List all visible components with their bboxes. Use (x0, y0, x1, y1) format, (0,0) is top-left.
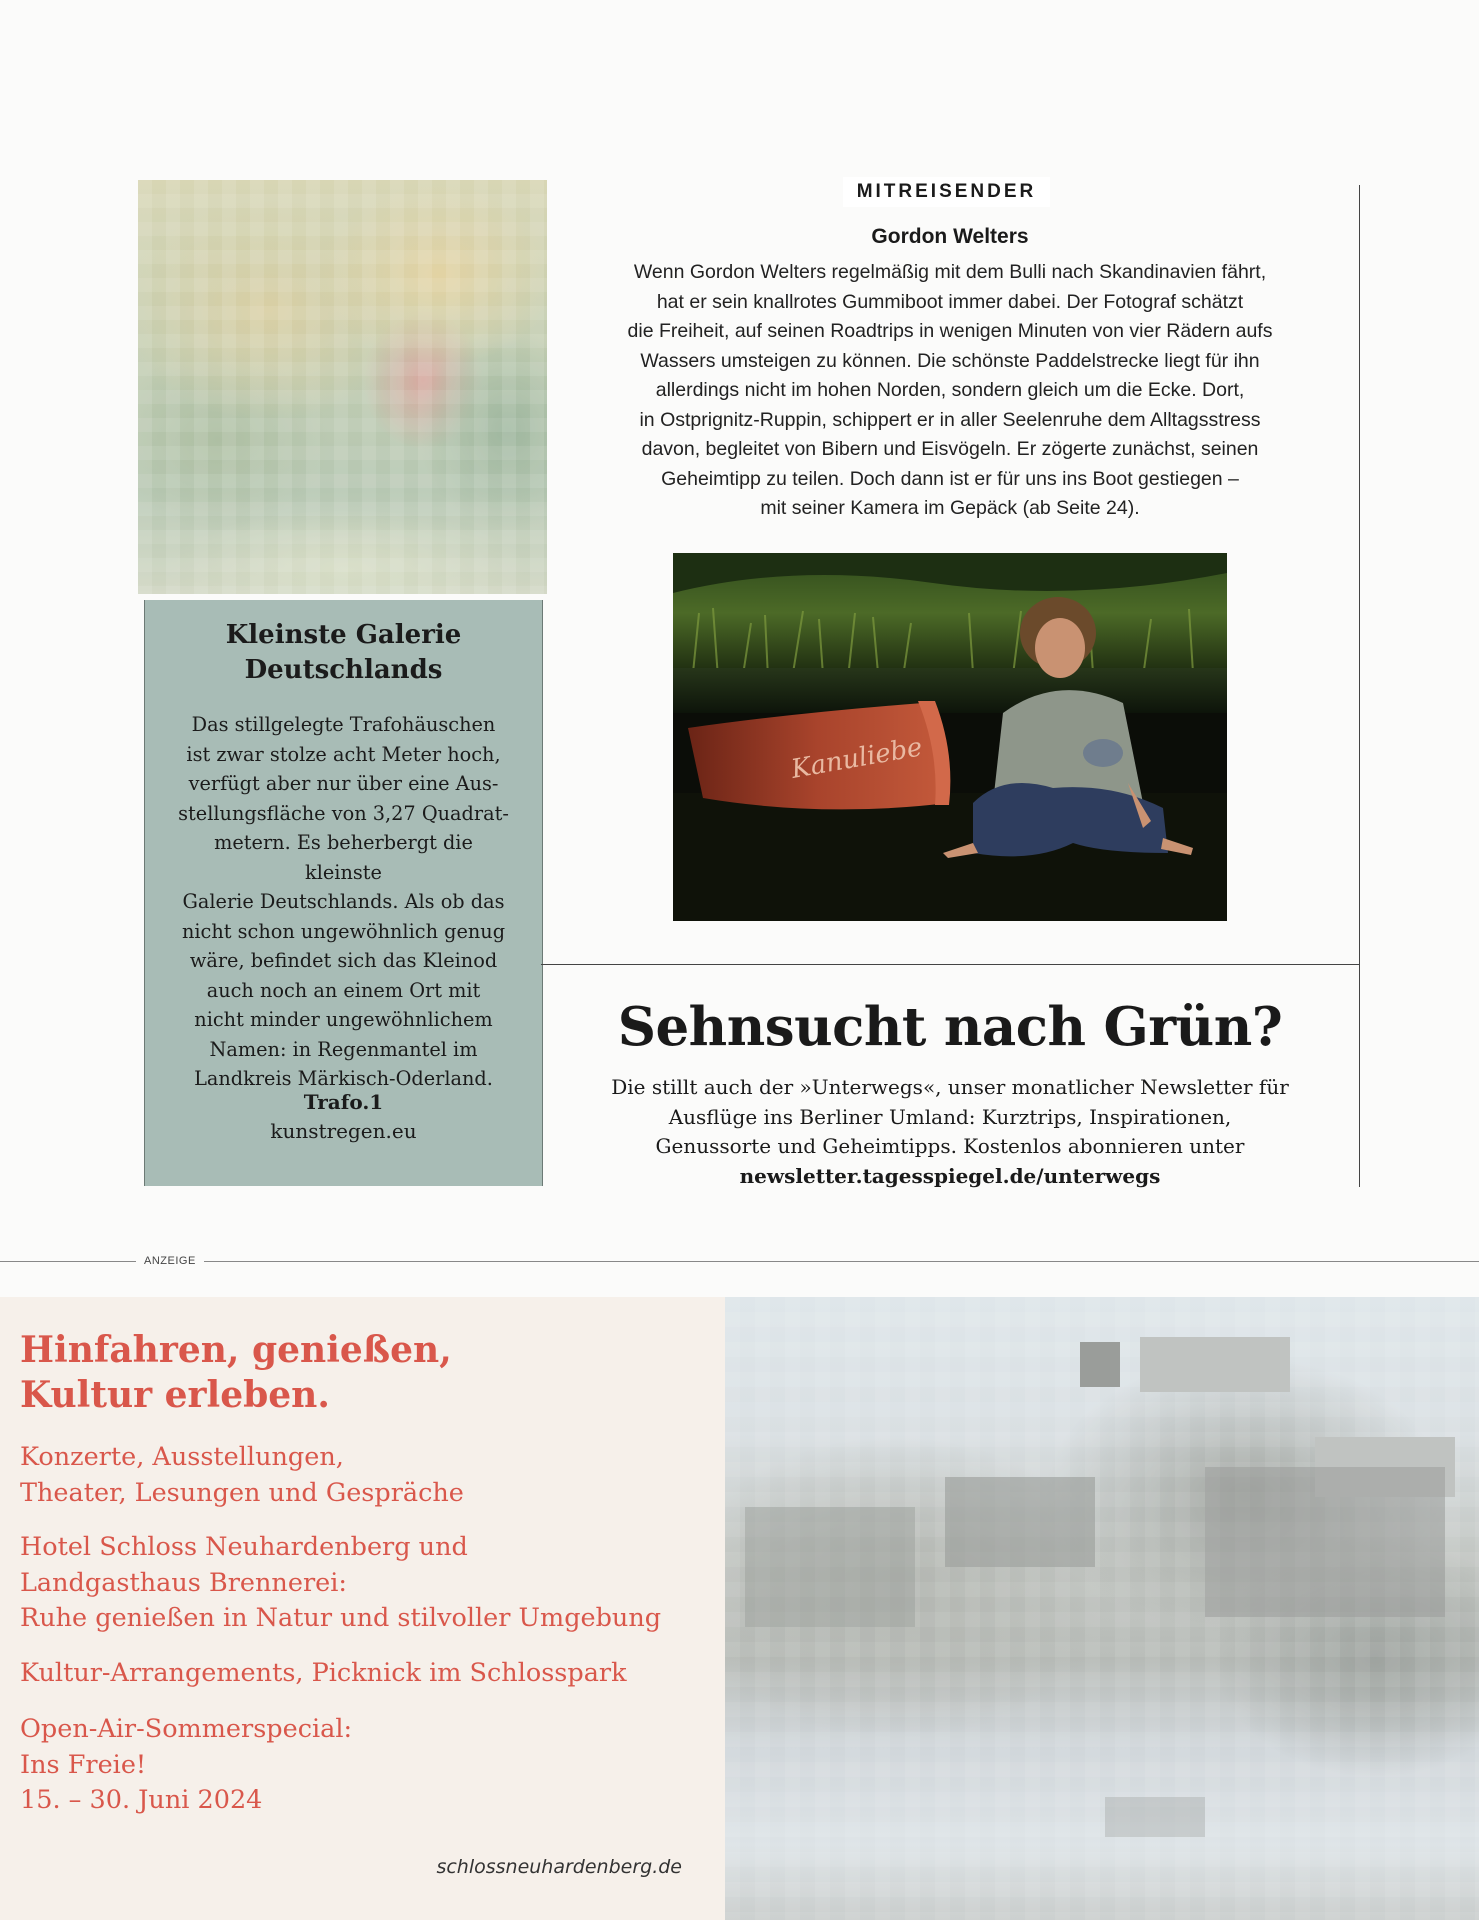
ad-paragraph-events: Konzerte, Ausstellungen, Theater, Lesungen und Gespräche (20, 1442, 464, 1508)
galerie-name: Trafo.1 (303, 1090, 384, 1114)
ad-pixelated-photo (725, 1297, 1479, 1920)
ad-divider (0, 1261, 1479, 1262)
section-kicker: MITREISENDER (843, 177, 1050, 207)
newsletter-headline: Sehnsucht nach Grün? (617, 996, 1283, 1058)
ad-headline: Hinfahren, genießen, Kultur erleben. (20, 1329, 452, 1416)
galerie-title: Kleinste Galerie Deutschlands (225, 620, 462, 685)
intro-text: Wenn Gordon Welters regelmäßig mit dem Bulli nach Skandinavien fährt, hat er sein knallrotes Gummiboot immer dabei. Der Fotograf schätzt die Freiheit, auf seinen Roadtrips in wenigen Minuten von vier Rädern aufs Wassers umsteigen zu können. Die schönste Paddelstrecke liegt für ihn allerdings nicht im hohen Norden, sondern gleich um die Ecke. Dort, in Ostprignitz-Ruppin, schippert er in aller Seelenruhe dem Alltagsstress davon, begleitet von Bibern und Eisvögeln. Er zögerte zunächst, seinen Geheimtipp zu teilen. Doch dann ist er für uns ins Boot gestiegen – mit seiner Kamera im Gepäck (ab Seite 24). (627, 261, 1273, 519)
galerie-info-box (144, 600, 543, 1186)
column-rule-right-lower (1359, 965, 1360, 1187)
newsletter-text: Die stillt auch der »Unterwegs«, unser monatlicher Newsletter für Ausflüge ins Berliner Umland: Kurztrips, Inspirationen, Genussorte und Geheimtipps. Kostenlos abonnieren unter newsletter.tagesspiegel.de/unterwegs (560, 1073, 1340, 1191)
pixel-block (945, 1477, 1095, 1567)
newsletter-url[interactable]: newsletter.tagesspiegel.de/unterwegs (739, 1163, 1161, 1188)
photo-illustration (673, 553, 1227, 921)
ad-url[interactable]: schlossneuhardenberg.de (436, 1856, 682, 1878)
pixel-block (1140, 1337, 1290, 1392)
author-name: Gordon Welters (871, 225, 1029, 248)
pixel-block (1205, 1467, 1445, 1617)
pixel-block (1080, 1342, 1120, 1387)
column-rule-right (1359, 185, 1360, 965)
pixel-block (745, 1507, 915, 1627)
pixelated-photo-top (138, 180, 547, 594)
section-divider (541, 964, 1360, 965)
ad-paragraph-arrangements: Kultur-Arrangements, Picknick im Schlosspark (20, 1658, 627, 1688)
ad-paragraph-hotel: Hotel Schloss Neuhardenberg und Landgasthaus Brennerei: Ruhe genießen in Natur und stilvoller Umgebung (20, 1532, 662, 1633)
galerie-text: Das stillgelegte Trafohäuschen ist zwar stolze acht Meter hoch, verfügt aber nur über eine Aus- stellungsfläche von 3,27 Quadrat- metern. Es beherbergt die kleinste Galerie Deutschlands. Als ob das nicht schon ungewöhnlich genug wäre, befindet sich das Kleinod auch noch an einem Ort mit nicht minder ungewöhnlichem Namen: in Regenmantel im Landkreis Märkisch-Oderland. (178, 713, 509, 1090)
ad-paragraph-special: Open-Air-Sommerspecial: Ins Freie! 15. – 30. Juni 2024 (20, 1714, 353, 1815)
boat-label: Kanuliebe (789, 732, 925, 785)
pixel-block (1105, 1797, 1205, 1837)
galerie-url[interactable]: kunstregen.eu (270, 1119, 417, 1143)
ad-label: ANZEIGE (136, 1252, 204, 1270)
photographer-photo (673, 553, 1227, 921)
